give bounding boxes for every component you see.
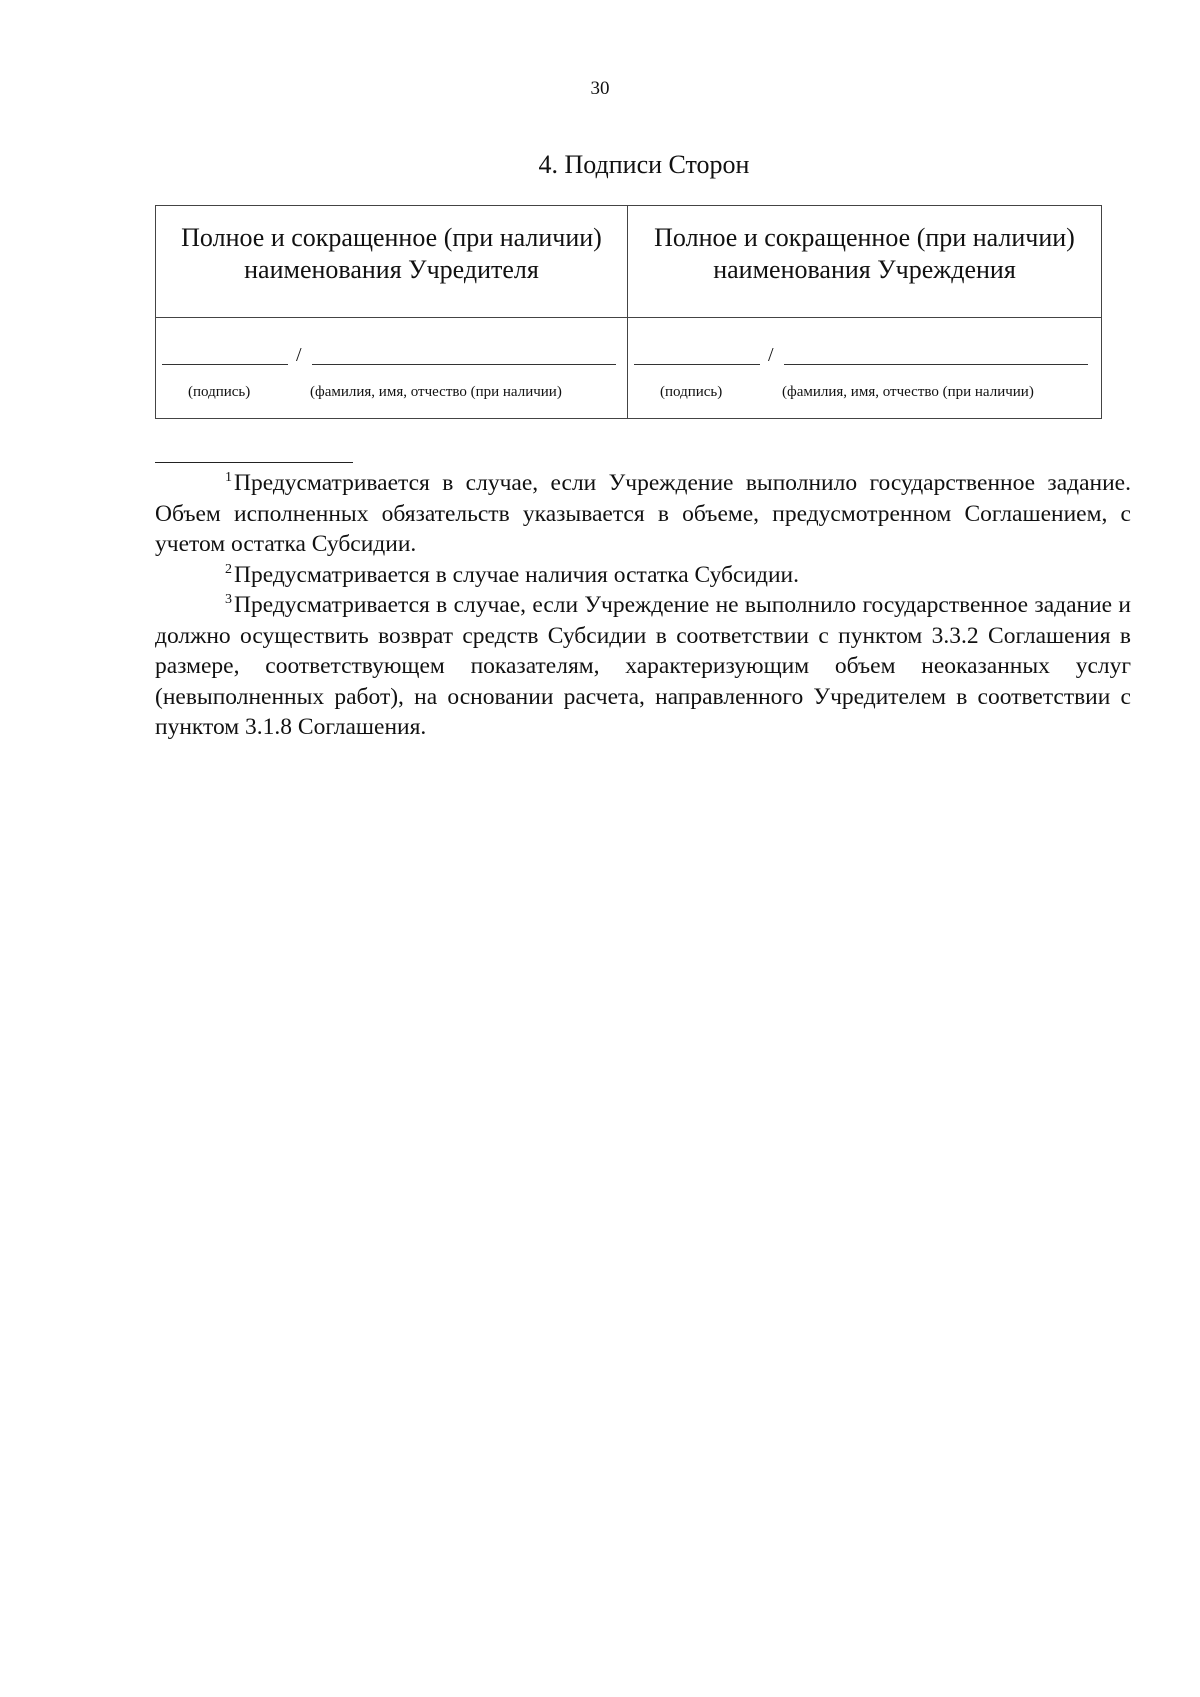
footnote-1-text: Предусматривается в случае, если Учреждение выполнило государственное задание. Объем исполненных обязательств указывается в объеме, предусмотренном Соглашением, с учетом остатка Субсидии. <box>155 470 1131 557</box>
founder-signature-line[interactable] <box>162 363 288 365</box>
institution-name-caption: (фамилия, имя, отчество (при наличии) <box>782 384 1034 400</box>
signatures-table-header-row <box>156 206 1102 318</box>
footnote-separator <box>155 462 353 463</box>
institution-slash: / <box>768 344 774 366</box>
footnote-3 <box>155 590 1131 743</box>
institution-name-line[interactable] <box>784 363 1088 365</box>
footnotes <box>155 468 1131 743</box>
footnote-1-mark: 1 <box>225 470 232 486</box>
founder-signature-caption: (подпись) <box>188 384 251 400</box>
footnote-2-mark: 2 <box>225 561 232 577</box>
founder-signature-cell <box>156 318 628 419</box>
founder-name-header: Полное и сокращенное (при наличии) наименования Учредителя <box>156 206 628 318</box>
institution-signature-line[interactable] <box>634 363 760 365</box>
founder-name-caption: (фамилия, имя, отчество (при наличии) <box>310 384 562 400</box>
founder-name-line[interactable] <box>312 363 616 365</box>
institution-signature-cell <box>628 318 1102 419</box>
signatures-table <box>155 205 1102 419</box>
signatures-table-sign-row <box>156 318 1102 419</box>
footnote-1 <box>155 468 1131 560</box>
institution-signature-caption: (подпись) <box>660 384 723 400</box>
footnote-3-mark: 3 <box>225 592 232 608</box>
section-title: 4. Подписи Сторон <box>538 150 750 179</box>
footnote-3-text: Предусматривается в случае, если Учреждение не выполнило государственное задание и должно осуществить возврат средств Субсидии в соответствии с пунктом 3.3.2 Соглашения в размере, соответствующем показателям, характеризующим объем неоказанных услуг (невыполненных работ), на основании расчета, направленного Учредителем в соответствии с пунктом 3.1.8 Соглашения. <box>155 592 1131 740</box>
institution-name-header: Полное и сокращенное (при наличии) наименования Учреждения <box>628 206 1102 318</box>
footnote-2-text: Предусматривается в случае наличия остатка Субсидии. <box>234 561 799 588</box>
founder-slash: / <box>296 344 302 366</box>
footnote-2 <box>155 560 1131 591</box>
page-number: 30 <box>590 78 610 99</box>
